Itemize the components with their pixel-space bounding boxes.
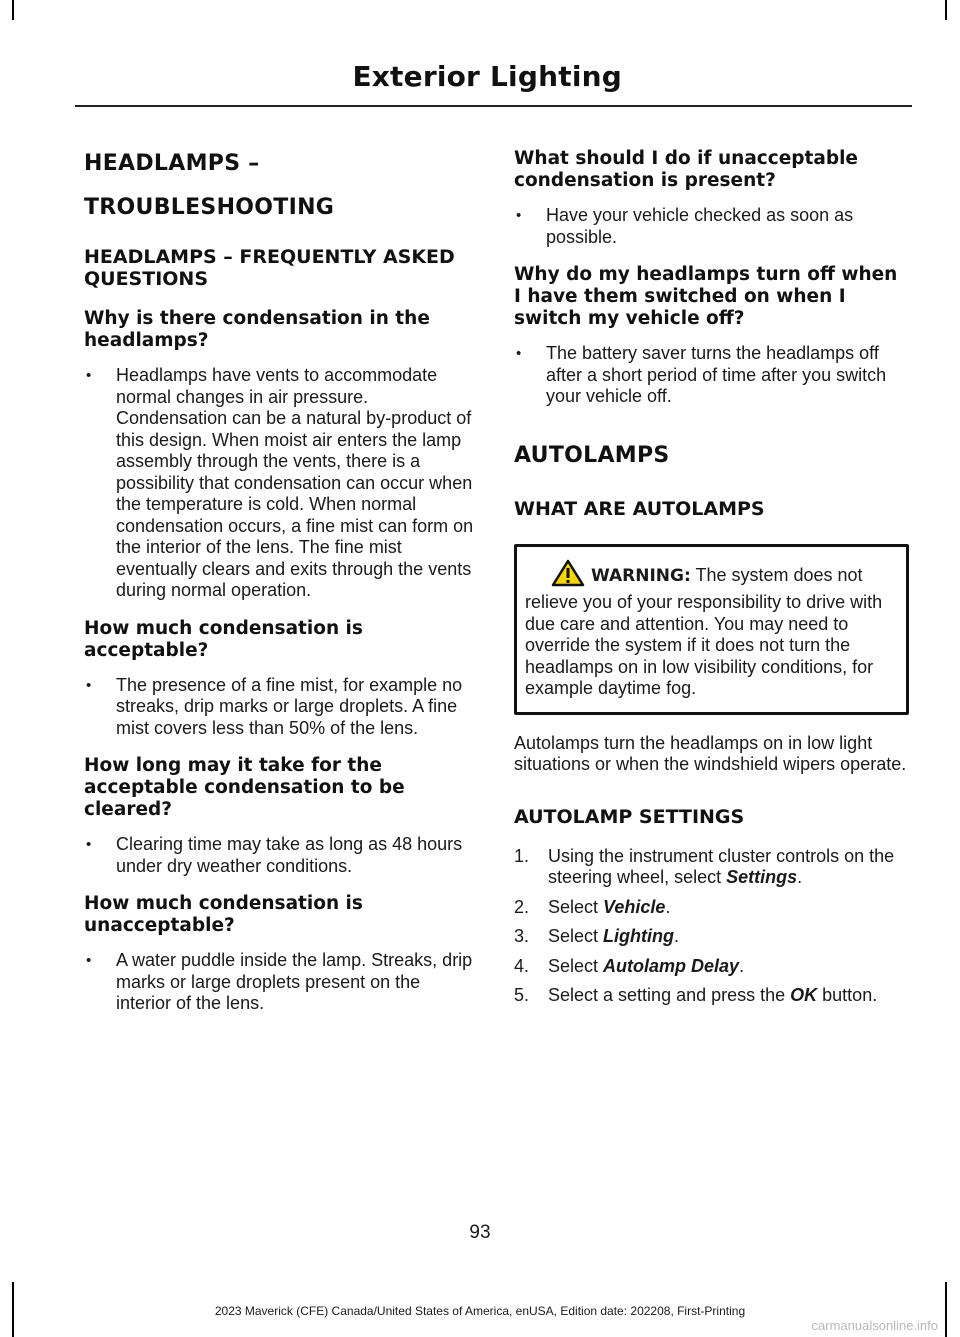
faq-question: How much condensation is unacceptable? [84,893,363,936]
crop-mark [945,0,947,20]
page-number: 93 [469,1222,491,1243]
faq-answer: • The presence of a fine mist, for example no streaks, drip marks or large droplets. A fine mist covers less than 50% of the lens. [84,675,476,740]
warning-text: The system does not relieve you of your responsibility to drive with due care and attention. You may need to override the system if it does not turn the headlamps on in low visibility conditions, for example daytime fog. [525,564,883,698]
faq-question: Why is there condensation in the headlamps? [84,308,430,351]
right-column [514,148,908,1007]
section-title: TROUBLESHOOTING [84,195,335,220]
crop-mark [12,0,14,20]
faq-answer: • A water puddle inside the lamp. Streaks, drip marks or large droplets present on the interior of the lens. [84,950,476,1015]
faq-question: How long may it take for the acceptable condensation to be cleared? [84,755,405,820]
faq-question: What should I do if unacceptable condensation is present? [514,148,858,191]
warning-triangle-icon [551,559,585,593]
faq-answer: • Have your vehicle checked as soon as possible. [514,205,908,248]
faq-question: Why do my headlamps turn off when I have them switched on when I switch my vehicle off? [514,264,898,329]
warning-label: WARNING: [591,565,691,586]
header-divider [75,105,912,107]
watermark: carmanualsonline.info [811,1318,938,1333]
warning-box [514,544,909,715]
faq-question: How much condensation is acceptable? [84,617,363,661]
faq-answer: • Headlamps have vents to accommodate normal changes in air pressure. Condensation can be a natural by-product of this design. When moist air enters the lamp assembly through the vents, there is a possibility that condensation can occur when the temperature is cold. When normal condensation occurs, a fine mist can form on the interior of the lens. The fine mist eventually clears and exits through the vents during normal operation. [84,365,476,602]
step-item: 3. Select Lighting. [514,926,680,946]
edition-footer: 2023 Maverick (CFE) Canada/United States of America, enUSA, Edition date: 202208, First-Printing [214,1304,746,1318]
step-item: 1. Using the instrument cluster controls on the steering wheel, select Settings. [514,845,895,887]
left-column [84,148,476,1015]
subsection-title: HEADLAMPS – FREQUENTLY ASKED QUESTIONS [84,246,455,290]
autolamps-description: Autolamps turn the headlamps on in low light situations or when the windshield wipers operate. [514,732,907,774]
step-item: 5. Select a setting and press the OK button. [514,985,878,1005]
step-item: 4. Select Autolamp Delay. [514,955,745,976]
settings-title: AUTOLAMP SETTINGS [514,805,745,828]
faq-answer: • The battery saver turns the headlamps off after a short period of time after you switch your vehicle off. [514,343,908,408]
section-title: HEADLAMPS – [84,151,260,176]
faq-answer: • Clearing time may take as long as 48 hours under dry weather conditions. [84,834,476,877]
subsection-title: WHAT ARE AUTOLAMPS [514,497,765,520]
page-header-title: Exterior Lighting [352,60,622,93]
settings-steps [514,846,908,1007]
step-item: 2. Select Vehicle. [514,896,671,917]
section-title: AUTOLAMPS [514,442,670,468]
